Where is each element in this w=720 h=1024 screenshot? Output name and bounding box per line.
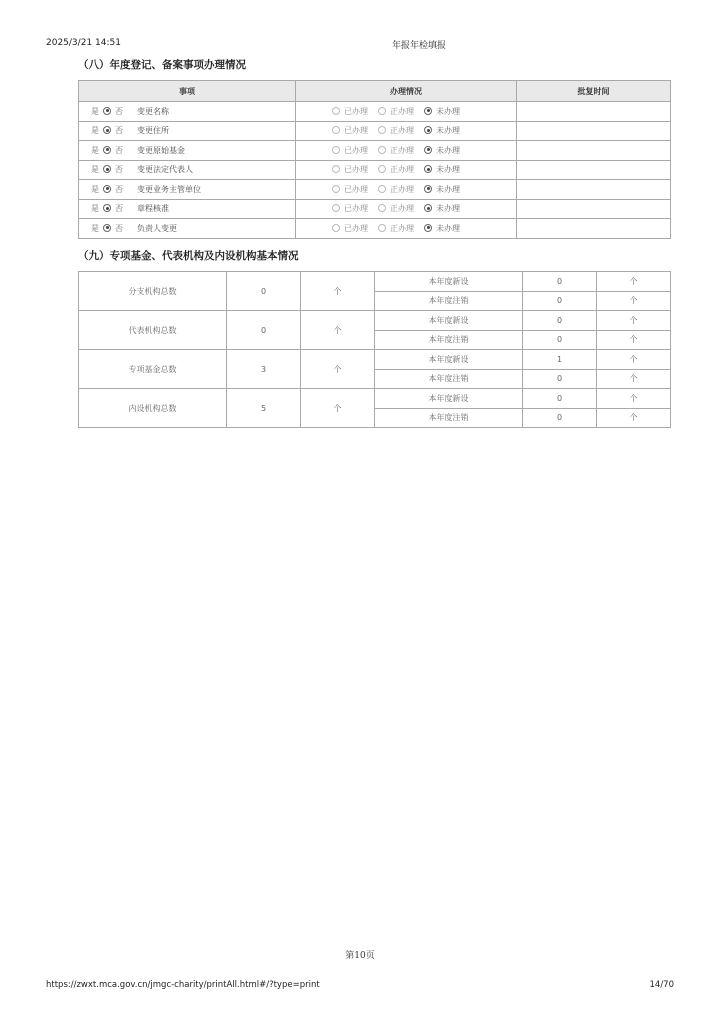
status-label: 未办理 [436,204,460,214]
approval-time-cell [517,102,671,122]
cancelled-count: 0 [523,408,597,428]
status-radio[interactable] [424,224,432,232]
status-radio[interactable] [332,185,340,193]
table-row [79,311,671,331]
status-option[interactable] [424,203,460,214]
status-radio[interactable] [378,126,386,134]
status-label: 正办理 [390,106,414,116]
no-radio[interactable] [103,185,111,193]
status-option[interactable] [378,223,414,234]
total-count: 0 [227,311,301,350]
footer-url: https://zwxt.mca.gov.cn/jmgc-charity/printAll.html#/?type=print [46,980,320,990]
status-cell [296,160,517,180]
cancel-label: 本年度注销 [375,369,523,389]
status-label: 正办理 [390,204,414,214]
status-option[interactable] [424,164,460,175]
status-option[interactable] [424,106,460,117]
no-option[interactable] [103,164,123,175]
status-option[interactable] [378,145,414,156]
status-radio[interactable] [424,146,432,154]
item-name: 负责人变更 [137,223,177,233]
status-option[interactable] [332,203,368,214]
institution-name: 分支机构总数 [79,272,227,311]
status-label: 正办理 [390,126,414,136]
no-radio[interactable] [103,126,111,134]
status-label: 未办理 [436,184,460,194]
yes-option[interactable] [91,106,99,117]
cancelled-count: 0 [523,330,597,350]
status-option[interactable] [378,106,414,117]
status-label: 已办理 [344,145,368,155]
item-cell [79,141,296,161]
section8-title: （八）年度登记、备案事项办理情况 [78,59,246,71]
new-label: 本年度新设 [375,272,523,292]
yes-label: 是 [91,145,99,155]
new-label: 本年度新设 [375,350,523,370]
column-header-status: 办理情况 [296,81,517,102]
cancelled-unit: 个 [597,369,671,389]
cancel-label: 本年度注销 [375,408,523,428]
no-radio[interactable] [103,224,111,232]
yes-option[interactable] [91,184,99,195]
approval-time-cell [517,199,671,219]
status-option[interactable] [424,223,460,234]
status-radio[interactable] [378,165,386,173]
status-cell [296,102,517,122]
approval-time-cell [517,219,671,239]
item-name: 变更法定代表人 [137,165,193,175]
status-radio[interactable] [378,185,386,193]
print-header [46,38,674,52]
status-label: 已办理 [344,126,368,136]
no-option[interactable] [103,203,123,214]
yes-option[interactable] [91,164,99,175]
status-radio[interactable] [332,165,340,173]
no-radio[interactable] [103,204,111,212]
new-count: 0 [523,272,597,292]
no-label: 否 [115,204,123,214]
item-name: 变更原始基金 [137,145,185,155]
cancelled-count: 0 [523,291,597,311]
total-unit: 个 [301,311,375,350]
page-number: 第10页 [345,951,375,961]
yes-option[interactable] [91,223,99,234]
no-option[interactable] [103,106,123,117]
yes-label: 是 [91,126,99,136]
status-option[interactable] [332,145,368,156]
status-cell [296,180,517,200]
no-option[interactable] [103,184,123,195]
status-radio[interactable] [424,165,432,173]
status-cell [296,141,517,161]
yes-option[interactable] [91,203,99,214]
total-unit: 个 [301,272,375,311]
item-cell [79,219,296,239]
table-row [79,389,671,409]
item-name: 章程核准 [137,204,169,214]
no-option[interactable] [103,223,123,234]
status-label: 已办理 [344,165,368,175]
total-count: 0 [227,272,301,311]
status-option[interactable] [378,203,414,214]
status-cell [296,199,517,219]
cancel-label: 本年度注销 [375,291,523,311]
cancelled-unit: 个 [597,408,671,428]
new-unit: 个 [597,311,671,331]
status-radio[interactable] [378,224,386,232]
new-unit: 个 [597,272,671,292]
no-option[interactable] [103,145,123,156]
status-radio[interactable] [378,107,386,115]
status-label: 未办理 [436,126,460,136]
table-row [79,160,671,180]
status-option[interactable] [424,125,460,136]
table-row [79,141,671,161]
item-cell [79,121,296,141]
document-title: 年报年检填报 [392,41,447,51]
status-label: 已办理 [344,184,368,194]
cancelled-count: 0 [523,369,597,389]
institution-name: 专项基金总数 [79,350,227,389]
approval-time-cell [517,141,671,161]
yes-label: 是 [91,165,99,175]
approval-time-cell [517,121,671,141]
table-row [79,121,671,141]
yes-option[interactable] [91,145,99,156]
total-count: 5 [227,389,301,428]
no-label: 否 [115,184,123,194]
yes-option[interactable] [91,125,99,136]
status-label: 已办理 [344,106,368,116]
cancel-label: 本年度注销 [375,330,523,350]
status-radio[interactable] [424,107,432,115]
table-row [79,350,671,370]
status-label: 已办理 [344,223,368,233]
table-row [79,219,671,239]
status-label: 未办理 [436,165,460,175]
status-radio[interactable] [378,204,386,212]
status-option[interactable] [424,184,460,195]
table-row [79,199,671,219]
status-radio[interactable] [332,204,340,212]
status-label: 正办理 [390,184,414,194]
section9-title: （九）专项基金、代表机构及内设机构基本情况 [78,250,299,262]
table-row [79,272,671,292]
status-option[interactable] [378,125,414,136]
item-cell [79,160,296,180]
item-name: 变更业务主管单位 [137,184,201,194]
status-radio[interactable] [332,224,340,232]
status-label: 正办理 [390,165,414,175]
cancelled-unit: 个 [597,330,671,350]
column-header-item: 事项 [79,81,296,102]
yes-label: 是 [91,184,99,194]
item-cell [79,102,296,122]
status-radio[interactable] [332,126,340,134]
yes-label: 是 [91,204,99,214]
yes-label: 是 [91,106,99,116]
status-option[interactable] [332,106,368,117]
yes-label: 是 [91,223,99,233]
item-name: 变更名称 [137,106,169,116]
status-label: 未办理 [436,145,460,155]
item-cell [79,180,296,200]
no-label: 否 [115,165,123,175]
no-radio[interactable] [103,165,111,173]
item-name: 变更住所 [137,126,169,136]
status-cell [296,219,517,239]
status-radio[interactable] [332,146,340,154]
registration-items-table [78,80,671,239]
table-row [79,180,671,200]
item-cell [79,199,296,219]
status-radio[interactable] [424,126,432,134]
status-option[interactable] [332,184,368,195]
new-label: 本年度新设 [375,311,523,331]
status-radio[interactable] [424,185,432,193]
status-radio[interactable] [332,107,340,115]
no-radio[interactable] [103,107,111,115]
column-header-approval-time: 批复时间 [517,81,671,102]
status-radio[interactable] [378,146,386,154]
total-unit: 个 [301,350,375,389]
status-radio[interactable] [424,204,432,212]
no-label: 否 [115,145,123,155]
status-cell [296,121,517,141]
no-label: 否 [115,223,123,233]
table-row [79,102,671,122]
new-unit: 个 [597,350,671,370]
new-count: 0 [523,311,597,331]
status-option[interactable] [332,164,368,175]
new-count: 1 [523,350,597,370]
institution-name: 内设机构总数 [79,389,227,428]
status-option[interactable] [332,223,368,234]
total-unit: 个 [301,389,375,428]
status-option[interactable] [424,145,460,156]
no-option[interactable] [103,125,123,136]
status-label: 未办理 [436,106,460,116]
institution-name: 代表机构总数 [79,311,227,350]
institutions-table [78,271,671,428]
print-timestamp: 2025/3/21 14:51 [46,38,121,48]
approval-time-cell [517,160,671,180]
no-label: 否 [115,126,123,136]
approval-time-cell [517,180,671,200]
status-option[interactable] [378,184,414,195]
total-count: 3 [227,350,301,389]
status-label: 正办理 [390,223,414,233]
status-label: 未办理 [436,223,460,233]
status-option[interactable] [332,125,368,136]
status-label: 正办理 [390,145,414,155]
table-header-row [79,81,671,102]
footer-page-count: 14/70 [649,980,674,990]
status-label: 已办理 [344,204,368,214]
new-unit: 个 [597,389,671,409]
no-label: 否 [115,106,123,116]
new-label: 本年度新设 [375,389,523,409]
new-count: 0 [523,389,597,409]
cancelled-unit: 个 [597,291,671,311]
status-option[interactable] [378,164,414,175]
no-radio[interactable] [103,146,111,154]
